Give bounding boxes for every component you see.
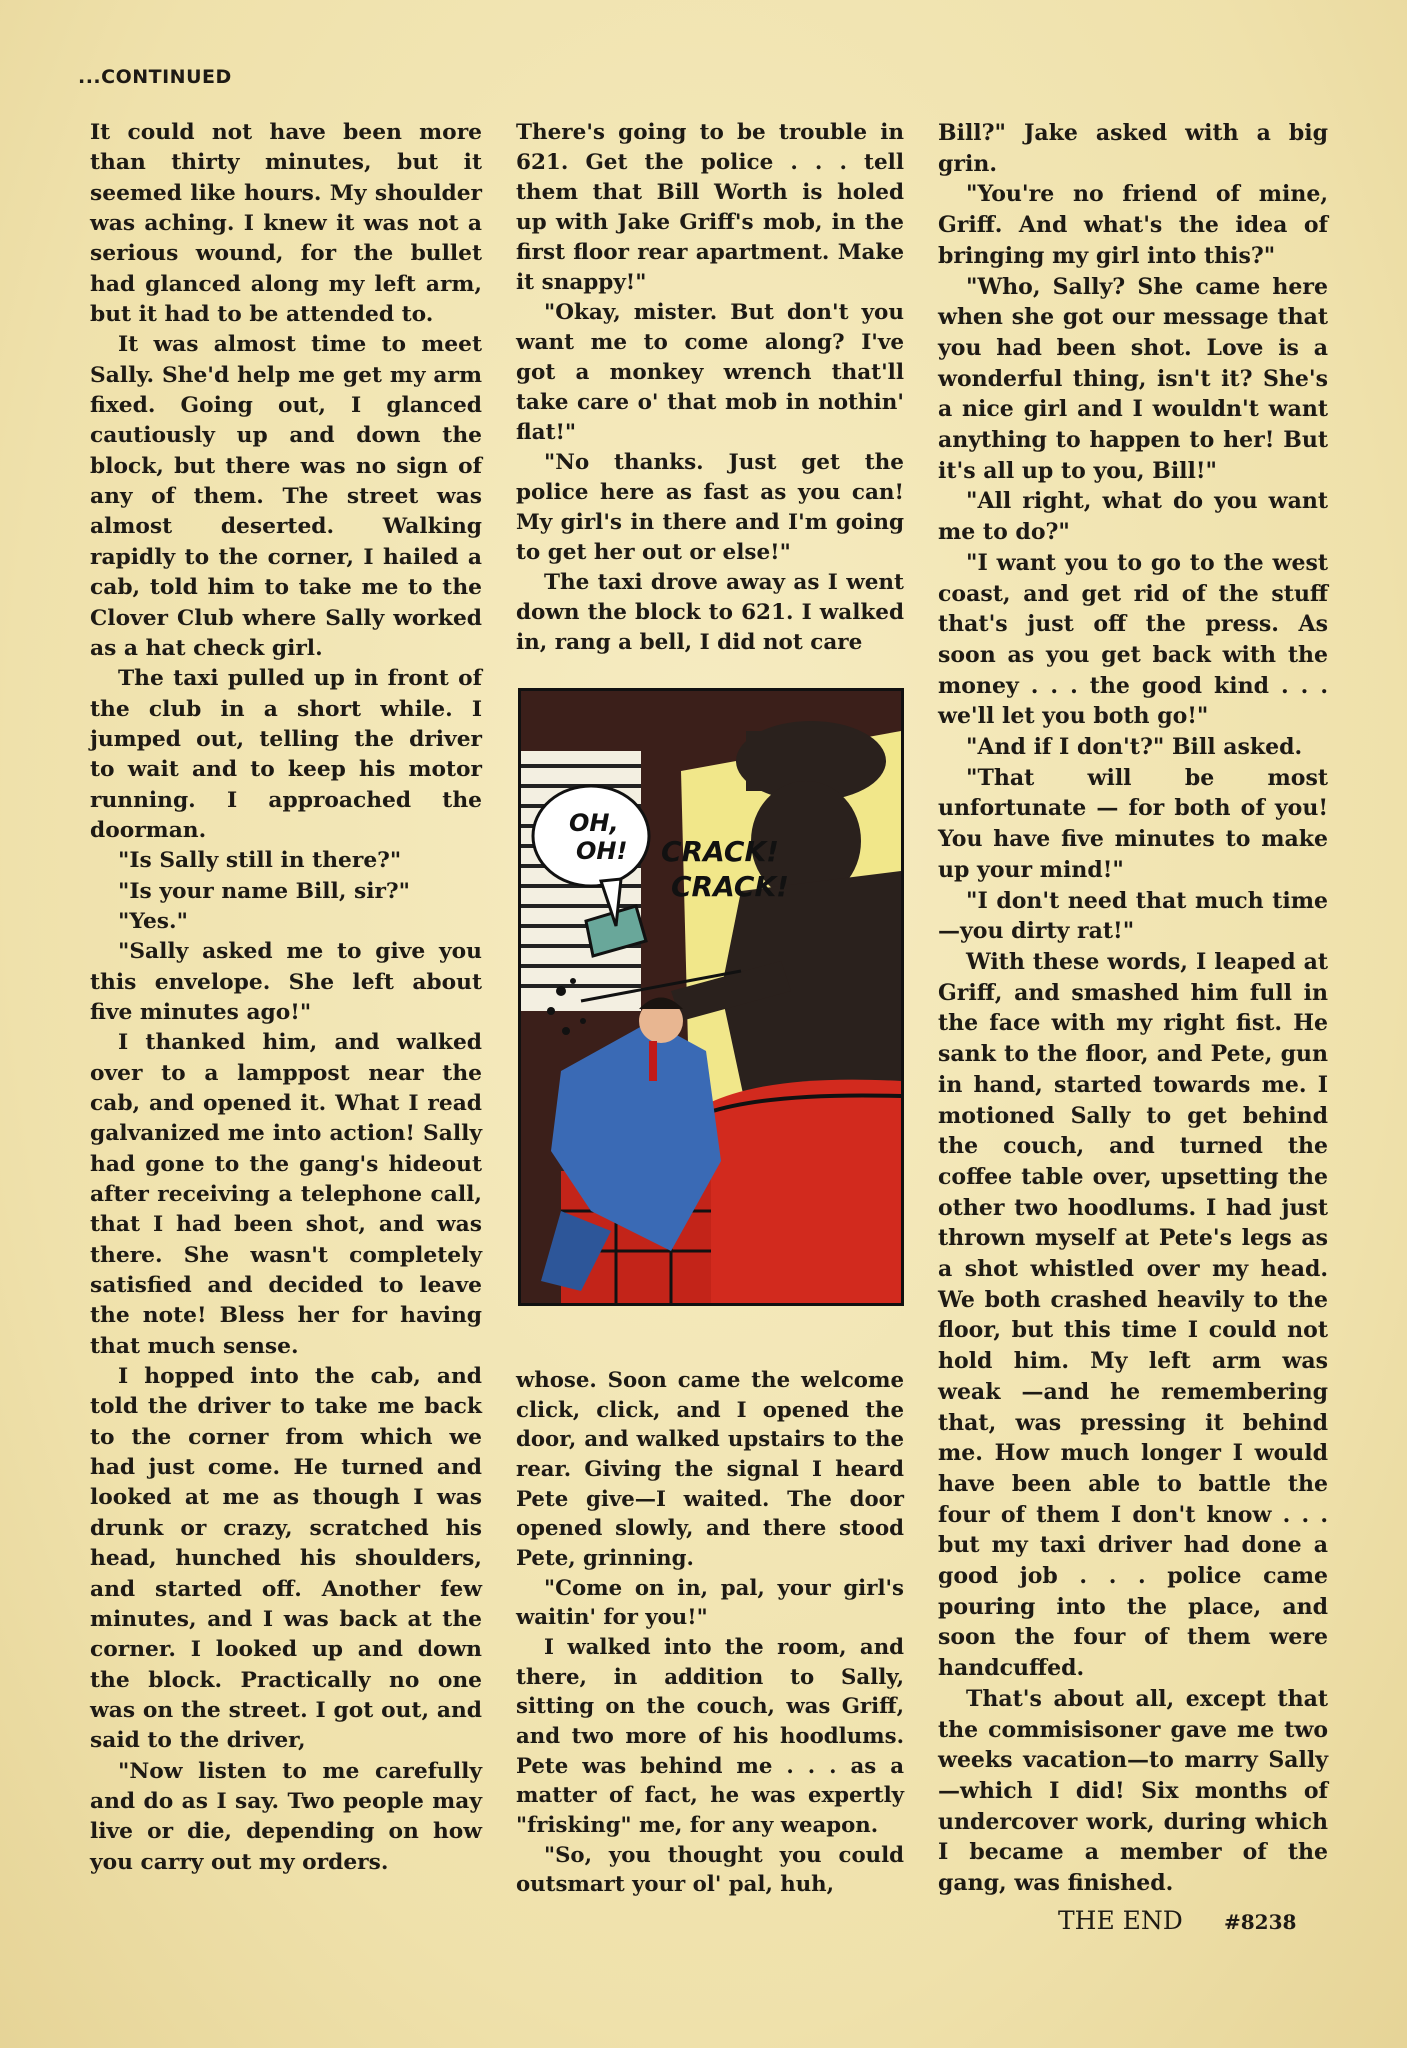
paragraph: With these words, I leaped at Griff, and smashed him full in the face with my right fist. He sank to the floor, and Pete, gun in hand, started towards me. I motioned Sally to get behind the couch, and turned the coffee table over, upsetting the other two hoodlums. I had just thrown myself at Pete's legs as a shot whistled over my head. We both crashed heavily to the floor, but this time I could not hold him. My left arm was weak —and he remembering that, was pressing it behind me. How much longer I would have been able to battle the four of them I don't know . . . but my taxi driver had done a good job . . . police came pouring into the place, and soon the four of them were handcuffed. <box>938 948 1328 1682</box>
paragraph: It could not have been more than thirty minutes, but it seemed like hours. My shoulder was aching. I knew it was not a serious wound, for the bullet had glanced along my left arm, but it had to be attended to. <box>90 120 482 328</box>
paragraph: There's going to be trouble in 621. Get the police . . . tell them that Bill Worth is holed up with Jake Griff's mob, in the first floor rear apartment. Make it snappy!" <box>516 120 904 295</box>
text-column-2-top <box>516 118 904 658</box>
issue-code: #8238 <box>1224 1910 1297 1934</box>
paragraph: "Come on in, pal, your girl's waitin' for you!" <box>516 1575 904 1631</box>
paragraph: I walked into the room, and there, in addition to Sally, sitting on the couch, was Griff, and two more of his hoodlums. Pete was behind me . . . as a matter of fact, he was expertly "frisking" me, for any weapon. <box>516 1634 904 1838</box>
paragraph: "You're no friend of mine, Griff. And what's the idea of bringing my girl into this?" <box>938 181 1328 269</box>
sound-effect: CRACK! <box>671 870 789 903</box>
text-column-3 <box>938 118 1328 1899</box>
paragraph: The taxi drove away as I went down the block to 621. I walked in, rang a bell, I did not care <box>516 570 904 655</box>
paragraph: "And if I don't?" Bill asked. <box>966 734 1303 761</box>
paragraph: "I want you to go to the west coast, and get rid of the stuff that's just off the press. As soon as you get back with the money . . . the good kind . . . we'll let you both go!" <box>938 549 1328 730</box>
paragraph: "So, you thought you could outsmart your ol' pal, huh, <box>516 1842 904 1898</box>
the-end-label: THE END <box>1058 1906 1183 1935</box>
paragraph: "Okay, mister. But don't you want me to come along? I've got a monkey wrench that'll take care o' that mob in nothin' flat!" <box>516 300 904 445</box>
paragraph: "Now listen to me carefully and do as I say. Two people may live or die, depending on how you carry out my orders. <box>90 1758 482 1875</box>
continued-label: ...CONTINUED <box>78 66 232 88</box>
paragraph: "No thanks. Just get the police here as fast as you can! My girl's in there and I'm going to get her out or else!" <box>516 450 904 565</box>
paragraph: "Is your name Bill, sir?" <box>118 878 411 904</box>
paragraph: "Is Sally still in there?" <box>118 848 402 874</box>
paragraph: "Yes." <box>118 908 188 934</box>
speech-text: OH, <box>569 809 619 837</box>
paragraph: "I don't need that much time —you dirty rat!" <box>938 887 1328 945</box>
comic-panel-art <box>521 691 901 1303</box>
paragraph: The taxi pulled up in front of the club in a short while. I jumped out, telling the driver to wait and to keep his motor running. I approached the doorman. <box>90 666 482 843</box>
sound-effect: CRACK! <box>661 835 779 868</box>
paragraph: I hopped into the cab, and told the driver to take me back to the corner from which we had just come. He turned and looked at me as though I was drunk or crazy, scratched his head, hunched his shoulders, and started off. Another few minutes, and I was back at the corner. I looked up and down the block. Practically no one was on the street. I got out, and said to the driver, <box>90 1364 482 1754</box>
speech-text: OH! <box>576 837 628 865</box>
paragraph: "That will be most unfortunate — for both of you! You have five minutes to make up your mind!" <box>938 764 1328 883</box>
paragraph: Bill?" Jake asked with a big grin. <box>938 120 1328 177</box>
paragraph: It was almost time to meet Sally. She'd help me get my arm fixed. Going out, I glanced cautiously up and down the block, but there was no sign of any of them. The street was almost deserted. Walking rapidly to the corner, I hailed a cab, told him to take me to the Clover Club where Sally worked as a hat check girl. <box>90 332 482 661</box>
paragraph: "All right, what do you want me to do?" <box>938 488 1328 546</box>
paragraph: "Who, Sally? She came here when she got our message that you had been shot. Love is a wonderful thing, isn't it? She's a nice girl and I wouldn't want anything to happen to her! But it's all up to you, Bill!" <box>938 273 1328 484</box>
comic-panel <box>518 688 904 1306</box>
paragraph: I thanked him, and walked over to a lamppost near the cab, and opened it. What I read galvanized me into action! Sally had gone to the gang's hideout after receiving a telephone call, that I had been shot, and was there. She wasn't completely satisfied and decided to leave the note! Bless her for having that much sense. <box>90 1030 482 1359</box>
text-column-2-bottom <box>516 1366 904 1900</box>
paragraph: That's about all, except that the commisisoner gave me two weeks vacation—to marry Sally —which I did! Six months of undercover work, during which I became a member of the gang, was finished. <box>938 1685 1328 1897</box>
paragraph: whose. Soon came the welcome click, click, and I opened the door, and walked upstairs to the rear. Giving the signal I heard Pete give—I waited. The door opened slowly, and there stood Pete, grinning. <box>516 1368 904 1571</box>
paragraph: "Sally asked me to give you this envelope. She left about five minutes ago!" <box>90 939 482 1025</box>
text-column-1 <box>90 118 482 1878</box>
